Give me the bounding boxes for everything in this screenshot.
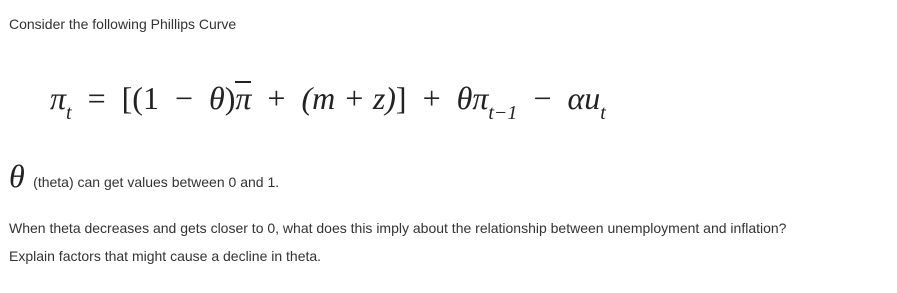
minus-sign: −	[174, 80, 193, 116]
markup-term: (m + z)	[301, 80, 396, 116]
intro-text: Consider the following Phillips Curve	[9, 16, 237, 32]
close-bracket: ]	[395, 80, 407, 116]
plus-sign: +	[267, 80, 286, 116]
equals-sign: =	[87, 80, 106, 116]
theta-symbol-note: θ	[9, 158, 25, 194]
phillips-curve-equation	[50, 76, 606, 126]
theta-note	[9, 158, 279, 195]
pi-bar-symbol: π	[235, 80, 252, 116]
theta-note-text: (theta) can get values between 0 and 1.	[33, 173, 280, 190]
subscript-t-2: t	[600, 102, 606, 124]
u-symbol: u	[584, 80, 601, 116]
plus-sign-2: +	[422, 80, 441, 116]
pi-symbol: π	[50, 80, 67, 116]
subscript-t-minus-1: t−1	[488, 102, 518, 124]
theta-symbol-2: θ	[456, 80, 473, 116]
minus-sign-2: −	[533, 80, 552, 116]
pi-symbol-2: π	[472, 80, 489, 116]
close-paren: )	[224, 80, 236, 116]
question-line-1: When theta decreases and gets closer to 0, what does this imply about the relationship between unemployment and inflation?	[9, 220, 787, 236]
open-bracket-one: [(1	[121, 80, 159, 116]
alpha-symbol: α	[567, 80, 585, 116]
question-line-2: Explain factors that might cause a decline in theta.	[9, 248, 322, 264]
theta-symbol: θ	[209, 80, 225, 116]
subscript-t: t	[66, 102, 72, 124]
